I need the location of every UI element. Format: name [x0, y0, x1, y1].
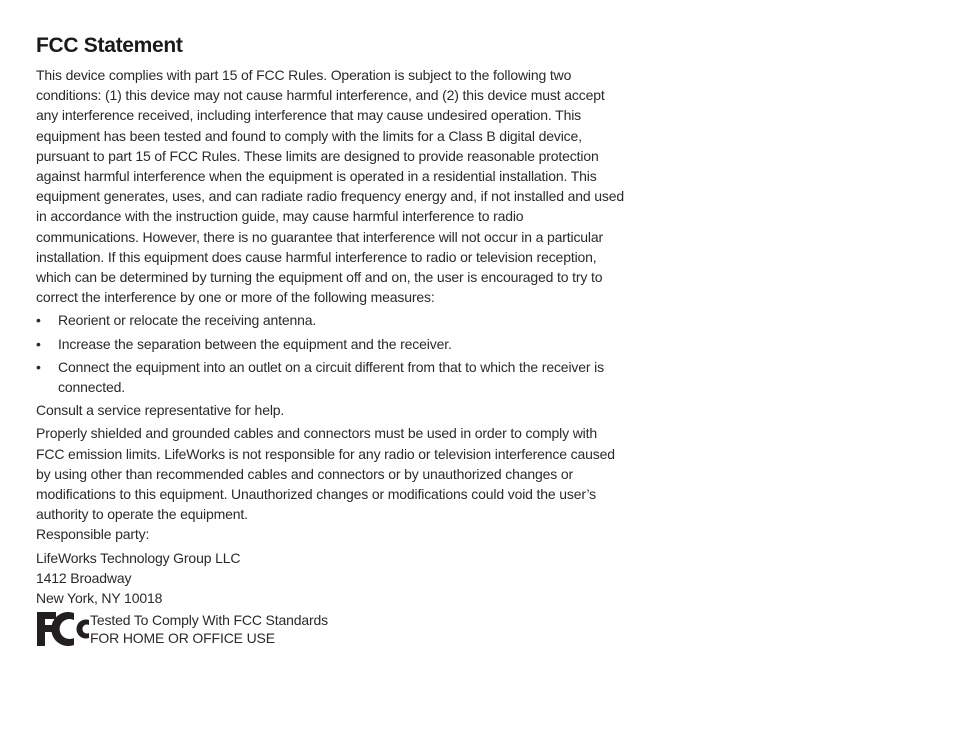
responsible-party-address: [36, 548, 626, 609]
page-title: FCC Statement: [36, 34, 183, 57]
fcc-badge-line2: FOR HOME OR OFFICE USE: [90, 630, 275, 647]
fcc-badge-line1: Tested To Comply With FCC Standards: [90, 612, 329, 629]
consult-text: Consult a service representative for help.: [36, 402, 285, 419]
address-street: 1412 Broadway: [36, 569, 132, 586]
measures-list: [36, 310, 626, 397]
address-company: LifeWorks Technology Group LLC: [36, 549, 241, 566]
measure-text: Reorient or relocate the receiving antenna.: [58, 312, 317, 329]
measure-text: Connect the equipment into an outlet on a circuit different from that to which the receiver is connected.: [58, 358, 604, 396]
bullet-icon: •: [36, 312, 41, 329]
responsible-party-label: Responsible party:: [36, 526, 150, 543]
list-item: [36, 334, 626, 354]
measure-text: Increase the separation between the equipment and the receiver.: [58, 335, 452, 352]
fcc-statement-page: [36, 33, 626, 647]
fcc-logo-icon: [36, 611, 90, 647]
bullet-icon: •: [36, 335, 41, 352]
list-item: [36, 357, 626, 397]
bullet-icon: •: [36, 358, 41, 375]
address-city: New York, NY 10018: [36, 590, 163, 607]
list-item: [36, 310, 626, 330]
fcc-badge-text: [90, 611, 328, 647]
intro-paragraph: This device complies with part 15 of FCC Rules. Operation is subject to the following two conditions: (1) this device may not cause harmful interference, and (2) this device must accept any interference received, including interference that may cause undesired operation. This equipment has been tested and found to comply with the limits for a Class B digital device, pursuant to part 15 of FCC Rules. These limits are designed to provide reasonable protection against harmful interference when the equipment is operated in a residential installation. This equipment generates, uses, and can radiate radio frequency energy and, if not installed and used in accordance with the instruction guide, may cause harmful interference to radio communications. However, there is no guarantee that interference will not occur in a particular installation. If this equipment does cause harmful interference to radio or television reception, which can be determined by turning the equipment off and on, the user is encouraged to try to correct the interference by one or more of the following measures:: [36, 67, 625, 306]
cables-paragraph: Properly shielded and grounded cables and connectors must be used in order to comply with FCC emission limits. LifeWorks is not responsible for any radio or television interference caused by using other than recommended cables and connectors or by unauthorized changes or modifications to this equipment. Unauthorized changes or modifications could void the user’s authority to operate the equipment.: [36, 425, 615, 523]
fcc-compliance-badge: [36, 611, 626, 647]
